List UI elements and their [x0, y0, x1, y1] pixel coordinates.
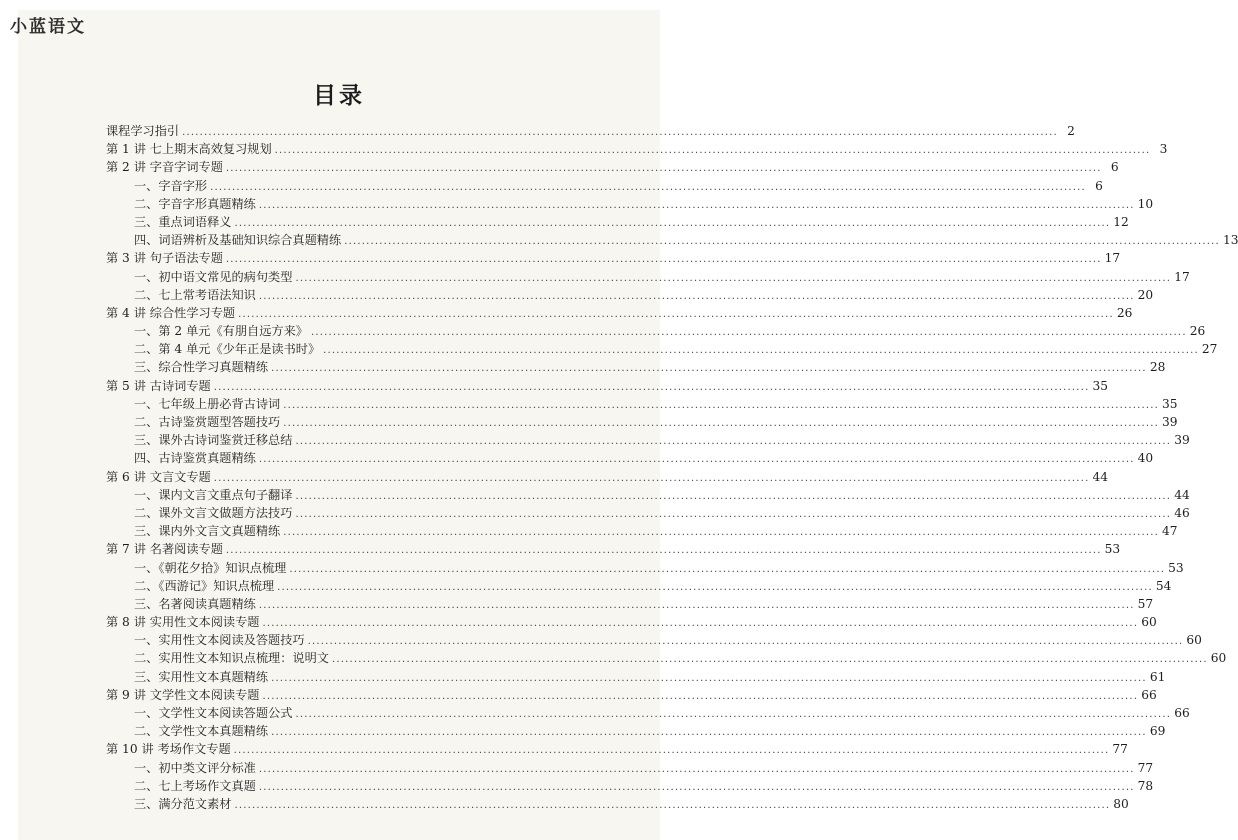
toc-entry[interactable]	[106, 249, 1121, 267]
toc-entry-label: 一、《朝花夕拾》知识点梳理	[134, 560, 287, 575]
dot-leader: ........................................................................................................................................................................................................	[310, 327, 1187, 339]
dot-leader: ........................................................................................................................................................................................................	[295, 709, 1172, 720]
toc-entry-label: 二、七上考场作文真题	[134, 778, 256, 793]
dot-leader: ........................................................................................................................................................................................................	[332, 654, 1208, 666]
dot-leader: ........................................................................................................................................................................................................	[283, 399, 1159, 411]
toc-entry-label: 三、实用性文本真题精练	[134, 669, 269, 684]
dot-leader: ........................................................................................................................................................................................................	[258, 290, 1135, 302]
toc-subentry[interactable]	[106, 649, 1227, 667]
toc-entry-label: 第 2 讲 字音字词专题	[106, 160, 223, 175]
toc-entry-label: 第 1 讲 七上期末高效复习规划	[106, 142, 272, 157]
toc-subentry[interactable]	[106, 322, 1206, 340]
toc-entry[interactable]	[106, 304, 1133, 322]
dot-leader: ........................................................................................................................................................................................................	[258, 454, 1135, 466]
toc-entry-label: 三、课内外文言文真题精练	[134, 524, 281, 539]
toc-subentry[interactable]	[106, 795, 1129, 813]
dot-leader: ........................................................................................................................................................................................................	[274, 145, 1151, 157]
toc-entry-label: 二、《西游记》知识点梳理	[134, 578, 275, 593]
toc-subentry[interactable]	[106, 722, 1166, 740]
toc-entry[interactable]	[106, 158, 1119, 176]
toc-page-number: 47	[1162, 524, 1178, 539]
toc-subentry[interactable]	[106, 431, 1190, 449]
toc-page-number: 54	[1155, 578, 1172, 593]
dot-leader: ........................................................................................................................................................................................................	[213, 381, 1090, 393]
toc-page-number: 78	[1137, 778, 1154, 793]
toc-entry-label: 三、名著阅读真题精练	[134, 596, 256, 611]
toc-subentry[interactable]	[106, 286, 1154, 304]
toc-entry-label: 四、词语辨析及基础知识综合真题精练	[134, 233, 342, 248]
toc-page-number: 46	[1174, 505, 1190, 520]
document-page	[18, 10, 1238, 840]
toc-entry-label: 二、实用性文本知识点梳理：说明文	[134, 651, 329, 666]
toc-page-number: 69	[1149, 724, 1166, 739]
toc-entry-label: 第 3 讲 句子语法专题	[106, 251, 223, 266]
dot-leader: ........................................................................................................................................................................................................	[258, 599, 1135, 611]
toc-entry-label: 第 6 讲 文言文专题	[106, 469, 211, 484]
toc-entry[interactable]	[106, 377, 1108, 395]
dot-leader: ........................................................................................................................................................................................................	[271, 727, 1147, 739]
toc-subentry[interactable]	[106, 177, 1103, 195]
toc-subentry[interactable]	[106, 668, 1166, 686]
toc-page-number: 66	[1174, 706, 1190, 720]
toc-page-number: 57	[1137, 596, 1154, 611]
toc-subentry[interactable]	[106, 195, 1154, 213]
toc-entry-label: 二、第 4 单元《少年正是读书时》	[134, 342, 321, 357]
dot-leader: ........................................................................................................................................................................................................	[307, 636, 1184, 648]
toc-subentry[interactable]	[106, 631, 1202, 649]
toc-subentry[interactable]	[106, 358, 1166, 376]
toc-entry-label: 一、第 2 单元《有朋自远方来》	[134, 324, 308, 339]
toc-page-number: 17	[1174, 269, 1190, 284]
toc-subentry[interactable]	[106, 777, 1154, 795]
dot-leader: ........................................................................................................................................................................................................	[258, 781, 1135, 793]
toc-entry-label: 一、七年级上册必背古诗词	[134, 396, 281, 411]
toc-entry-label: 三、课外古诗词鉴赏迁移总结	[134, 433, 293, 448]
toc-page-number: 27	[1201, 342, 1218, 357]
toc-subentry[interactable]	[106, 486, 1190, 504]
dot-leader: ........................................................................................................................................................................................................	[238, 308, 1114, 320]
toc-subentry[interactable]	[106, 268, 1190, 286]
toc-entry-label: 二、七上常考语法知识	[134, 287, 256, 302]
toc-page-number: 39	[1174, 433, 1190, 448]
toc-subentry[interactable]	[106, 213, 1129, 231]
toc-entry-label: 一、初中语文常见的病句类型	[134, 269, 293, 284]
dot-leader: ........................................................................................................................................................................................................	[283, 418, 1159, 429]
toc-entry-label: 第 8 讲 实用性文本阅读专题	[106, 615, 260, 630]
toc-entry-label: 三、满分范文素材	[134, 796, 232, 811]
dot-leader: ........................................................................................................................................................................................................	[182, 127, 1058, 138]
toc-entry-label: 一、实用性文本阅读及答题技巧	[134, 633, 305, 648]
toc-page-number: 2	[1067, 124, 1075, 138]
toc-page-number: 60	[1210, 651, 1227, 666]
toc-entry[interactable]	[106, 540, 1121, 558]
toc-page-number: 26	[1116, 305, 1133, 320]
toc-page-number: 44	[1174, 487, 1190, 502]
toc-page-number: 35	[1162, 396, 1178, 411]
toc-entry[interactable]	[106, 613, 1157, 631]
toc-page-number: 13	[1222, 233, 1238, 248]
toc-entry-label: 一、字音字形	[134, 178, 208, 193]
toc-page-number: 20	[1137, 287, 1154, 302]
toc-page-number: 60	[1186, 633, 1202, 648]
dot-leader: ........................................................................................................................................................................................................	[295, 508, 1172, 520]
toc-page-number: 10	[1137, 196, 1154, 211]
toc-page-number: 26	[1189, 324, 1206, 339]
toc-entry-label: 四、古诗鉴赏真题精练	[134, 451, 256, 466]
toc-subentry[interactable]	[106, 449, 1154, 467]
dot-leader: ........................................................................................................................................................................................................	[323, 345, 1199, 357]
toc-page-number: 60	[1141, 615, 1157, 630]
dot-leader: ........................................................................................................................................................................................................	[234, 799, 1111, 811]
toc-entry-label: 二、字音字形真题精练	[134, 196, 256, 211]
toc-entry[interactable]	[106, 468, 1108, 486]
toc-page-number: 35	[1092, 378, 1108, 393]
dot-leader: ........................................................................................................................................................................................................	[225, 254, 1102, 266]
toc-page-number: 28	[1149, 360, 1166, 375]
dot-leader: ........................................................................................................................................................................................................	[271, 672, 1147, 684]
dot-leader: ........................................................................................................................................................................................................	[295, 272, 1172, 284]
dot-leader: ........................................................................................................................................................................................................	[233, 745, 1110, 757]
toc-subentry[interactable]	[106, 340, 1218, 358]
toc-entry-label: 三、综合性学习真题精练	[134, 360, 269, 375]
toc-subentry[interactable]	[106, 522, 1178, 540]
toc-entry-label: 三、重点词语释义	[134, 214, 232, 229]
brand-watermark: 小蓝语文	[10, 17, 86, 37]
toc-page-number: 77	[1137, 760, 1154, 775]
toc-entry-label: 第 10 讲 考场作文专题	[106, 742, 231, 757]
dot-leader: ........................................................................................................................................................................................................	[295, 490, 1172, 502]
toc-page-number: 44	[1092, 469, 1108, 484]
toc-subentry[interactable]	[106, 595, 1154, 613]
toc-subentry[interactable]	[106, 231, 1238, 249]
dot-leader: ........................................................................................................................................................................................................	[262, 618, 1139, 630]
toc-subentry[interactable]	[106, 504, 1190, 522]
toc-subentry[interactable]	[106, 704, 1190, 722]
toc-page-number: 66	[1141, 687, 1157, 702]
toc-page-number: 12	[1113, 214, 1129, 229]
toc-entry[interactable]	[106, 686, 1157, 704]
toc-page-number: 39	[1162, 415, 1178, 429]
dot-leader: ........................................................................................................................................................................................................	[283, 527, 1159, 539]
dot-leader: ........................................................................................................................................................................................................	[258, 763, 1135, 775]
toc-entry-label: 二、古诗鉴赏题型答题技巧	[134, 415, 281, 429]
dot-leader: ........................................................................................................................................................................................................	[271, 363, 1147, 375]
dot-leader: ........................................................................................................................................................................................................	[258, 199, 1135, 211]
dot-leader: ........................................................................................................................................................................................................	[234, 217, 1111, 229]
dot-leader: ........................................................................................................................................................................................................	[210, 181, 1086, 193]
toc-entry[interactable]	[106, 122, 1075, 140]
dot-leader: ........................................................................................................................................................................................................	[289, 563, 1166, 575]
toc-entry-label: 第 7 讲 名著阅读专题	[106, 542, 223, 557]
dot-leader: ........................................................................................................................................................................................................	[225, 545, 1102, 557]
toc-entry-label: 二、课外文言文做题方法技巧	[134, 505, 293, 520]
toc-subentry[interactable]	[106, 395, 1178, 413]
toc-entry-label: 课程学习指引	[106, 124, 180, 138]
page-title: 目录	[313, 82, 365, 109]
toc-subentry[interactable]	[106, 413, 1178, 431]
toc-page-number: 3	[1159, 142, 1168, 157]
toc-entry-label: 第 9 讲 文学性文本阅读专题	[106, 687, 260, 702]
toc-entry-label: 一、文学性文本阅读答题公式	[134, 706, 293, 720]
toc-page-number: 40	[1137, 451, 1154, 466]
toc-entry-label: 一、课内文言文重点句子翻译	[134, 487, 293, 502]
dot-leader: ........................................................................................................................................................................................................	[344, 236, 1220, 248]
toc-entry-label: 二、文学性文本真题精练	[134, 724, 269, 739]
dot-leader: ........................................................................................................................................................................................................	[213, 472, 1090, 484]
toc-page-number: 17	[1104, 251, 1121, 266]
toc-entry[interactable]	[106, 740, 1128, 758]
toc-entry-label: 第 4 讲 综合性学习专题	[106, 305, 236, 320]
toc-subentry[interactable]	[106, 577, 1172, 595]
toc-page-number: 6	[1110, 160, 1119, 175]
toc-entry-label: 一、初中类文评分标准	[134, 760, 256, 775]
toc-subentry[interactable]	[106, 559, 1184, 577]
toc-page-number: 53	[1168, 560, 1184, 575]
dot-leader: ........................................................................................................................................................................................................	[295, 436, 1172, 448]
toc-subentry[interactable]	[106, 759, 1154, 777]
table-of-contents	[106, 122, 1238, 813]
dot-leader: ........................................................................................................................................................................................................	[277, 581, 1153, 593]
toc-page-number: 61	[1149, 669, 1166, 684]
dot-leader: ........................................................................................................................................................................................................	[262, 690, 1139, 702]
toc-page-number: 77	[1112, 742, 1128, 757]
toc-entry-label: 第 5 讲 古诗词专题	[106, 378, 211, 393]
toc-page-number: 6	[1095, 178, 1103, 193]
dot-leader: ........................................................................................................................................................................................................	[225, 163, 1102, 175]
toc-page-number: 80	[1113, 796, 1129, 811]
toc-page-number: 53	[1104, 542, 1121, 557]
toc-entry[interactable]	[106, 140, 1168, 158]
